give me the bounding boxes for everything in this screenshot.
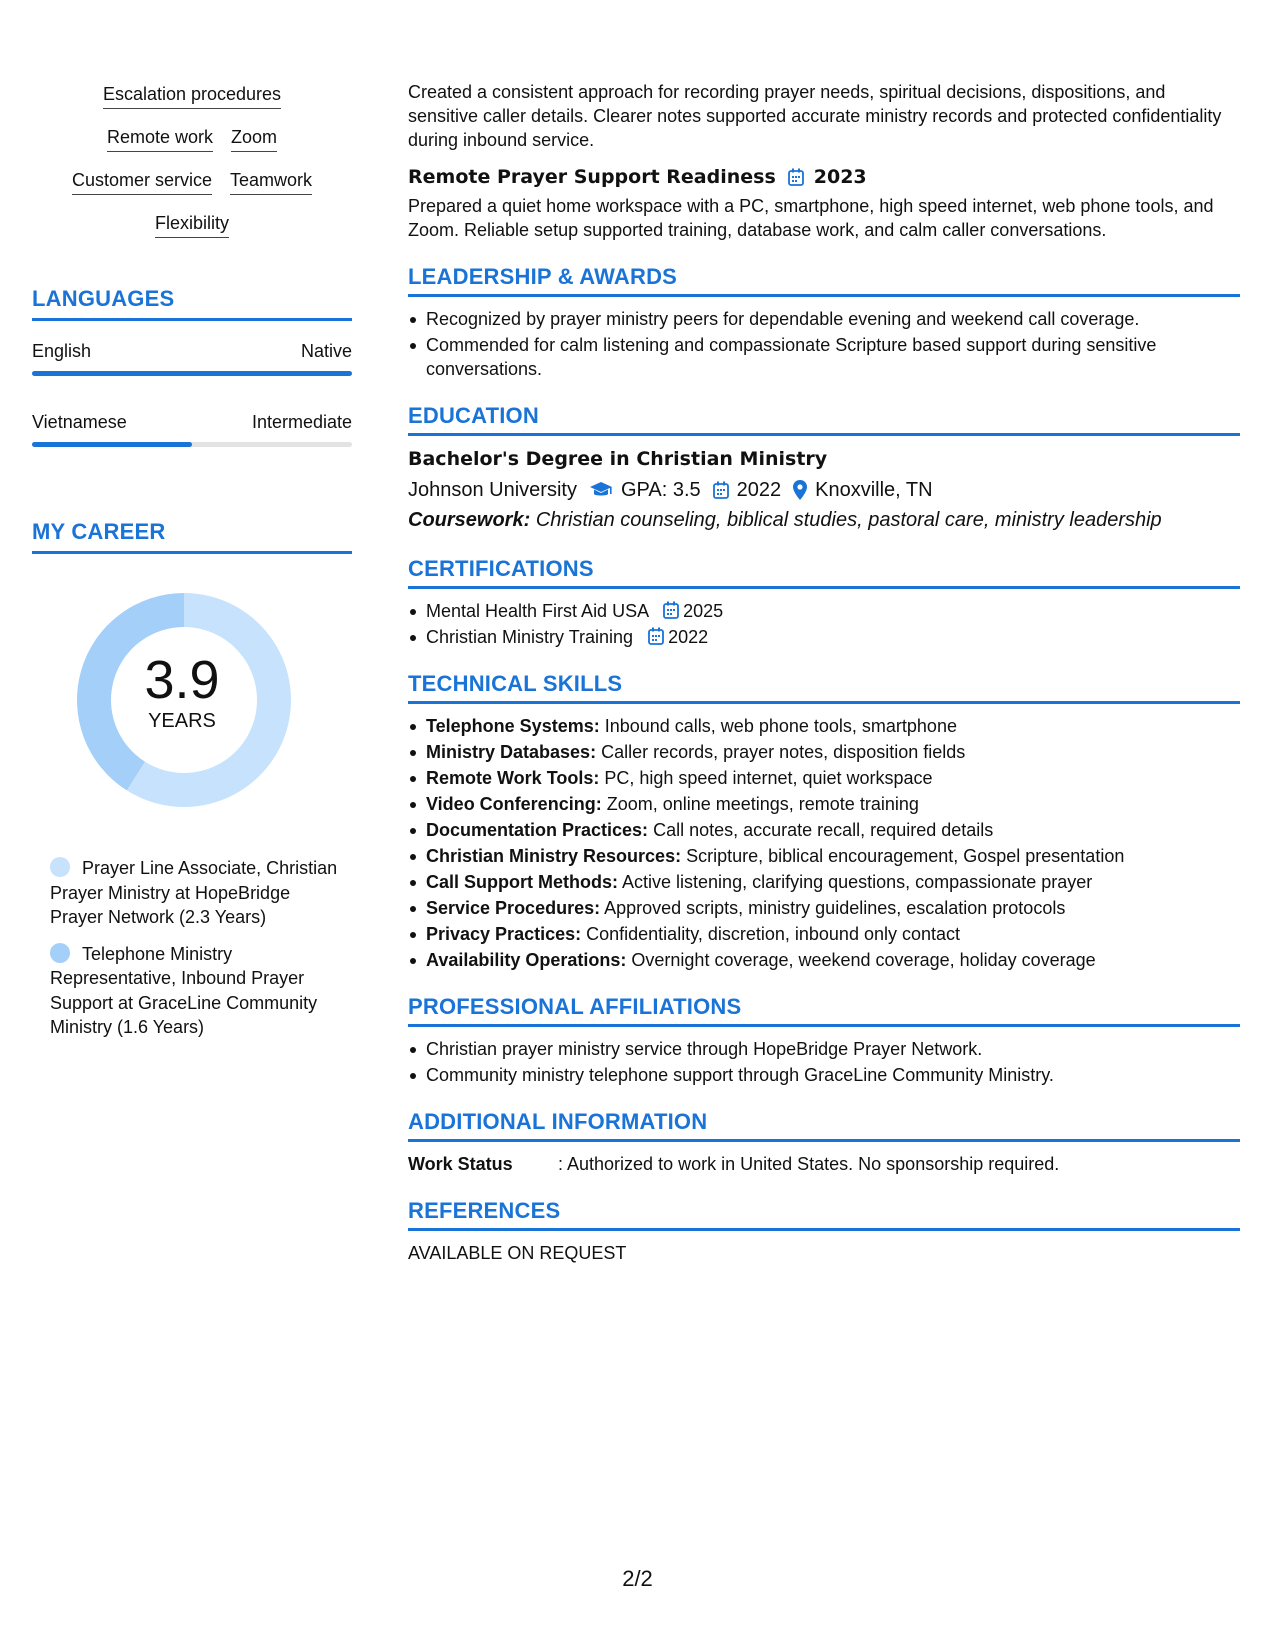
career-heading: MY CAREER bbox=[32, 519, 352, 554]
language-bar bbox=[32, 371, 352, 376]
project-title: Remote Prayer Support Readiness bbox=[408, 166, 776, 188]
career-item bbox=[50, 856, 340, 930]
list-item bbox=[408, 766, 1240, 790]
skill-tag-row bbox=[155, 211, 229, 238]
gpa: GPA: 3.5 bbox=[620, 479, 701, 501]
technical-skills-list bbox=[408, 714, 1240, 972]
school: Johnson University bbox=[408, 479, 577, 501]
references-heading: REFERENCES bbox=[408, 1198, 1240, 1231]
calendar-icon bbox=[648, 627, 664, 645]
list-item: Community ministry telephone support through GraceLine Community Ministry. bbox=[408, 1063, 1240, 1087]
language-bar bbox=[32, 442, 352, 447]
references-text: AVAILABLE ON REQUEST bbox=[408, 1243, 627, 1263]
skill-value: Zoom, online meetings, remote training bbox=[606, 794, 919, 814]
list-item bbox=[408, 948, 1240, 972]
skill-value: Caller records, prayer notes, disposition fields bbox=[601, 742, 966, 762]
language-name: Vietnamese bbox=[32, 412, 127, 432]
skill-tag-row bbox=[103, 82, 281, 109]
list-item bbox=[408, 922, 1240, 946]
skill-value: Call notes, accurate recall, required details bbox=[653, 820, 994, 840]
list-item: Commended for calm listening and compassionate Scripture based support during sensitive conversations. bbox=[408, 333, 1240, 381]
degree: Bachelor's Degree in Christian Ministry bbox=[408, 448, 828, 470]
cert-name: Christian Ministry Training bbox=[426, 627, 634, 647]
left-column bbox=[32, 82, 352, 1052]
cert-year: 2025 bbox=[683, 601, 724, 621]
list-item: Christian prayer ministry service through HopeBridge Prayer Network. bbox=[408, 1037, 1240, 1061]
project-intro: Created a consistent approach for recording prayer needs, spiritual decisions, dispositions, and sensitive caller details. Clearer notes supported accurate ministry records and protected confidentiality during inbound service. bbox=[408, 82, 1222, 150]
affiliations-heading: PROFESSIONAL AFFILIATIONS bbox=[408, 994, 1240, 1027]
leadership-heading: LEADERSHIP & AWARDS bbox=[408, 264, 1240, 297]
work-status bbox=[408, 1152, 1240, 1176]
education-details bbox=[408, 476, 1240, 504]
coursework bbox=[408, 506, 1240, 534]
certifications-list bbox=[408, 599, 1240, 649]
calendar-icon bbox=[788, 168, 804, 186]
skill-tag-row bbox=[107, 125, 277, 152]
cert-year: 2022 bbox=[668, 627, 709, 647]
skill-label: Privacy Practices: bbox=[426, 924, 582, 944]
coursework-label: Coursework: bbox=[408, 509, 531, 531]
education-heading: EDUCATION bbox=[408, 403, 1240, 436]
language-level: Intermediate bbox=[251, 412, 352, 432]
list-item bbox=[408, 818, 1240, 842]
career-item bbox=[50, 942, 340, 1040]
career-item-text: Telephone Ministry Representative, Inbound Prayer Support at GraceLine Community Ministry (1.6 Years) bbox=[50, 943, 318, 1037]
language-name: English bbox=[32, 341, 92, 361]
skill-label: Ministry Databases: bbox=[426, 742, 597, 762]
skill-tag: Flexibility bbox=[155, 211, 229, 238]
leadership-list bbox=[408, 307, 1240, 381]
skill-tag: Teamwork bbox=[230, 168, 312, 195]
work-status-label: Work Status bbox=[408, 1154, 513, 1174]
list-item bbox=[408, 792, 1240, 816]
language-item bbox=[32, 339, 352, 376]
project-year: 2023 bbox=[813, 166, 867, 188]
skill-tag-row bbox=[72, 168, 312, 195]
career-list bbox=[50, 856, 340, 1040]
legend-dot bbox=[50, 943, 70, 963]
skill-value: Approved scripts, ministry guidelines, escalation protocols bbox=[604, 898, 1066, 918]
skill-tag: Escalation procedures bbox=[103, 82, 281, 109]
list-item bbox=[408, 625, 1240, 649]
list-item bbox=[408, 844, 1240, 868]
additional-info-heading: ADDITIONAL INFORMATION bbox=[408, 1109, 1240, 1142]
career-unit: YEARS bbox=[148, 710, 216, 732]
language-level: Native bbox=[300, 341, 352, 361]
project-title-row bbox=[408, 164, 1240, 190]
language-bar-fill bbox=[32, 371, 352, 376]
project-desc: Prepared a quiet home workspace with a PC, smartphone, high speed internet, web phone tools, and Zoom. Reliable setup supported training, database work, and calm caller conversations. bbox=[408, 196, 1214, 240]
skill-value: Active listening, clarifying questions, compassionate prayer bbox=[622, 872, 1093, 892]
graduation-cap-icon bbox=[589, 481, 613, 499]
work-status-value: : Authorized to work in United States. No sponsorship required. bbox=[558, 1154, 1060, 1174]
calendar-icon bbox=[713, 481, 729, 499]
legend-dot bbox=[50, 857, 70, 877]
skill-value: Confidentiality, discretion, inbound only contact bbox=[586, 924, 961, 944]
skill-label: Telephone Systems: bbox=[426, 716, 600, 736]
career-total: 3.9 bbox=[144, 650, 220, 710]
cert-name: Mental Health First Aid USA bbox=[426, 601, 649, 621]
right-column bbox=[408, 80, 1240, 1265]
education-location: Knoxville, TN bbox=[815, 479, 933, 501]
list-item bbox=[408, 599, 1240, 623]
coursework-text: Christian counseling, biblical studies, pastoral care, ministry leadership bbox=[535, 509, 1162, 531]
skill-value: Scripture, biblical encouragement, Gospel presentation bbox=[686, 846, 1125, 866]
page-number: 2/2 bbox=[622, 1566, 653, 1591]
list-item bbox=[408, 740, 1240, 764]
career-donut bbox=[32, 580, 352, 820]
skill-label: Service Procedures: bbox=[426, 898, 601, 918]
skill-value: Overnight coverage, weekend coverage, holiday coverage bbox=[631, 950, 1096, 970]
languages-heading: LANGUAGES bbox=[32, 286, 352, 321]
calendar-icon bbox=[663, 601, 679, 619]
list-item bbox=[408, 870, 1240, 894]
language-item bbox=[32, 410, 352, 447]
career-item-text: Prayer Line Associate, Christian Prayer Ministry at HopeBridge Prayer Network (2.3 Years) bbox=[50, 858, 338, 927]
list-item bbox=[408, 896, 1240, 920]
skill-tag: Customer service bbox=[72, 168, 212, 195]
skill-tag: Zoom bbox=[231, 125, 277, 152]
skill-tag: Remote work bbox=[107, 125, 213, 152]
skill-label: Call Support Methods: bbox=[426, 872, 618, 892]
skill-value: Inbound calls, web phone tools, smartphone bbox=[604, 716, 957, 736]
skill-label: Documentation Practices: bbox=[426, 820, 649, 840]
location-pin-icon bbox=[793, 480, 807, 500]
education-year: 2022 bbox=[736, 479, 782, 501]
list-item bbox=[408, 714, 1240, 738]
skill-label: Remote Work Tools: bbox=[426, 768, 600, 788]
certifications-heading: CERTIFICATIONS bbox=[408, 556, 1240, 589]
technical-skills-heading: TECHNICAL SKILLS bbox=[408, 671, 1240, 704]
skill-label: Christian Ministry Resources: bbox=[426, 846, 682, 866]
skill-label: Video Conferencing: bbox=[426, 794, 602, 814]
affiliations-list bbox=[408, 1037, 1240, 1087]
skill-value: PC, high speed internet, quiet workspace bbox=[604, 768, 933, 788]
skill-tags bbox=[32, 82, 352, 238]
skill-label: Availability Operations: bbox=[426, 950, 627, 970]
list-item: Recognized by prayer ministry peers for dependable evening and weekend call coverage. bbox=[408, 307, 1240, 331]
language-bar-fill bbox=[32, 442, 192, 447]
